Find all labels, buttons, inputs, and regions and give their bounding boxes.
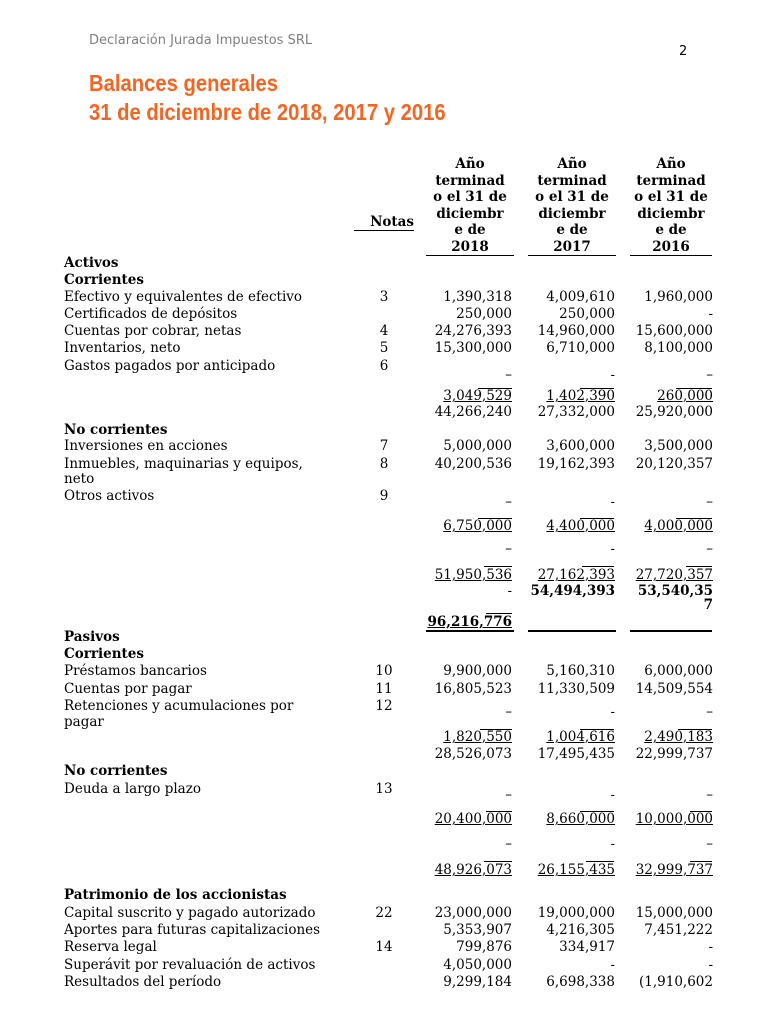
value-2018: 15,300,000: [434, 340, 512, 356]
column-header-line: terminad: [537, 172, 607, 189]
row-label: No corrientes: [64, 763, 168, 779]
value-2018: 24,276,393: [434, 323, 512, 339]
value-2016: –: [706, 367, 713, 383]
value-2016: 20,120,357: [635, 456, 713, 472]
value-2017: 11,330,509: [537, 681, 615, 697]
value-2018: –: [505, 367, 512, 383]
table-row: [0, 289, 768, 306]
value-2018: 5,000,000: [443, 438, 512, 454]
row-label: Reserva legal: [64, 939, 157, 955]
value-2018: 40,200,536: [434, 456, 512, 472]
section-heading: [0, 255, 768, 272]
subsection-heading: [0, 763, 768, 780]
row-label: neto: [64, 471, 95, 487]
table-row: [0, 939, 768, 956]
subsection-heading: [0, 646, 768, 663]
value-2016: 53,540,35: [637, 583, 713, 599]
value-2018: 9,299,184: [443, 974, 512, 990]
row-nota: 7: [379, 438, 389, 454]
value-2016: 10,000,000: [635, 811, 713, 827]
column-header-line: e de: [556, 222, 588, 238]
value-2016: 15,600,000: [635, 323, 713, 339]
value-2017: 6,710,000: [546, 340, 615, 356]
row-nota: 22: [375, 905, 393, 921]
value-2017: 17,495,435: [537, 746, 615, 762]
row-label: Corrientes: [64, 272, 144, 288]
value-2016: 3,500,000: [644, 438, 713, 454]
value-2018: 23,000,000: [434, 905, 512, 921]
document-title: Balances generales: [89, 70, 279, 96]
value-2018: –: [505, 836, 512, 852]
row-nota: 5: [379, 340, 389, 356]
value-2016: 2,490,183: [644, 729, 713, 745]
column-header-line: o el 31 de: [535, 189, 609, 205]
subsection-heading: [0, 422, 768, 439]
value-2017: -: [610, 367, 615, 383]
row-nota: 9: [379, 488, 389, 504]
value-2017: 3,600,000: [546, 438, 615, 454]
row-label: Certificados de depósitos: [64, 306, 238, 322]
value-2017: 19,162,393: [537, 456, 615, 472]
table-row: [0, 681, 768, 698]
value-2017: 250,000: [559, 306, 615, 322]
value-2018: 6,750,000: [443, 518, 512, 534]
column-header-year: 2018: [426, 239, 514, 257]
table-row-dashes: [0, 787, 768, 804]
value-2017: 14,960,000: [537, 323, 615, 339]
value-2016: 27,720,357: [635, 567, 713, 583]
table-row: [0, 340, 768, 357]
row-label: pagar: [64, 714, 104, 730]
subtotal-row: [0, 862, 768, 879]
value-2018: 250,000: [456, 306, 512, 322]
column-header-line: terminad: [636, 172, 706, 189]
value-2018: –: [505, 494, 512, 510]
value-2017: 1,402,390: [546, 388, 615, 404]
column-header-line: terminad: [435, 172, 505, 189]
value-2017: 334,917: [559, 939, 615, 955]
row-label: Inmuebles, maquinarias y equipos,: [64, 456, 303, 472]
column-header-2017: [528, 156, 616, 256]
value-2016: 8,100,000: [644, 340, 713, 356]
value-2017: 4,400,000: [546, 518, 615, 534]
value-2016: -: [708, 939, 713, 955]
value-2016: 260,000: [657, 388, 713, 404]
value-2018: 1,820,550: [443, 729, 512, 745]
page-number: 2: [679, 44, 688, 59]
value-2018: 51,950,536: [434, 567, 512, 583]
value-2017: 1,004,616: [546, 729, 615, 745]
table-row-continuation: [0, 471, 768, 488]
table-row: [0, 974, 768, 991]
row-label: Préstamos bancarios: [64, 663, 207, 679]
row-nota: 10: [375, 663, 393, 679]
value-2017: -: [610, 957, 615, 973]
row-nota: 6: [379, 358, 389, 374]
total-row-continuation: [0, 597, 768, 614]
value-2018: 4,050,000: [443, 957, 512, 973]
column-header-line: e de: [655, 222, 687, 238]
subtotal-row: [0, 388, 768, 405]
row-nota: 13: [375, 781, 393, 797]
table-row: [0, 957, 768, 974]
value-2018: 3,049,529: [443, 388, 512, 404]
row-nota: 3: [379, 289, 389, 305]
value-2016: 32,999,737: [635, 862, 713, 878]
row-label: Deuda a largo plazo: [64, 781, 201, 797]
table-row: [0, 922, 768, 939]
value-2018: 799,876: [456, 939, 512, 955]
row-label: Inversiones en acciones: [64, 438, 228, 454]
table-row-dashes: [0, 494, 768, 511]
total-assets-2018: 96,216,776: [427, 614, 512, 630]
section-heading: [0, 887, 768, 904]
table-row-dashes: [0, 367, 768, 384]
row-nota: 14: [375, 939, 393, 955]
subsection-heading: [0, 272, 768, 289]
value-2018: 9,900,000: [443, 663, 512, 679]
value-2016: 25,920,000: [635, 404, 713, 420]
column-header-line: e de: [454, 222, 486, 238]
value-2017: 4,009,610: [546, 289, 615, 305]
subtotal-row: [0, 518, 768, 535]
table-row: [0, 438, 768, 455]
row-label: No corrientes: [64, 422, 168, 438]
document-subtitle: 31 de diciembre de 2018, 2017 y 2016: [89, 99, 446, 125]
company-name: Declaración Jurada Impuestos SRL: [89, 33, 313, 48]
value-2018: –: [505, 787, 512, 803]
table-row: [0, 323, 768, 340]
row-label: Otros activos: [64, 488, 155, 504]
value-2018: 20,400,000: [434, 811, 512, 827]
row-nota: 12: [375, 698, 393, 714]
row-label: Patrimonio de los accionistas: [64, 887, 287, 903]
value-2016: –: [706, 787, 713, 803]
section-heading: [0, 629, 768, 646]
column-header-line: Año: [455, 156, 485, 172]
row-label: Superávit por revaluación de activos: [64, 957, 316, 973]
row-label: Resultados del período: [64, 974, 222, 990]
row-nota: 11: [375, 681, 393, 697]
value-2018: -: [507, 583, 512, 599]
value-2018: 44,266,240: [434, 404, 512, 420]
table-row-dashes: [0, 541, 768, 558]
row-label: Corrientes: [64, 646, 144, 662]
value-2017: 54,494,393: [530, 583, 615, 599]
column-header-line: Año: [656, 156, 686, 172]
row-nota: 8: [379, 456, 389, 472]
value-2018: 5,353,907: [443, 922, 512, 938]
value-2018: –: [505, 541, 512, 557]
value-2017: 5,160,310: [546, 663, 615, 679]
value-2017: 4,216,305: [546, 922, 615, 938]
value-2017: 26,155,435: [537, 862, 615, 878]
value-2016: 1,960,000: [644, 289, 713, 305]
value-2016: -: [708, 306, 713, 322]
value-2017: -: [610, 541, 615, 557]
value-2016: 22,999,737: [635, 746, 713, 762]
value-2017: 27,162,393: [537, 567, 615, 583]
value-2016: –: [706, 836, 713, 852]
table-row-dashes: [0, 836, 768, 853]
value-2017: -: [610, 704, 615, 720]
value-2018: –: [505, 704, 512, 720]
row-label: Gastos pagados por anticipado: [64, 358, 276, 374]
row-label: Retenciones y acumulaciones por: [64, 698, 294, 714]
column-header-2016: [630, 156, 712, 256]
column-header-line: diciembr: [436, 205, 504, 222]
value-2016: 14,509,554: [635, 681, 713, 697]
subtotal-row: [0, 729, 768, 746]
value-2017: 27,332,000: [537, 404, 615, 420]
column-header-line: diciembr: [637, 205, 705, 222]
row-label: Pasivos: [64, 629, 120, 645]
value-2017: 8,660,000: [546, 811, 615, 827]
value-2018: 48,926,073: [434, 862, 512, 878]
column-header-line: o el 31 de: [634, 189, 708, 205]
value-2017: 19,000,000: [537, 905, 615, 921]
row-nota: 4: [379, 323, 389, 339]
value-2016: –: [706, 704, 713, 720]
row-label: Aportes para futuras capitalizaciones: [64, 922, 321, 938]
table-row: [0, 905, 768, 922]
row-label: Cuentas por pagar: [64, 681, 192, 697]
value-2018: 16,805,523: [434, 681, 512, 697]
value-2016: 15,000,000: [635, 905, 713, 921]
subtotal-row: [0, 811, 768, 828]
value-2017: -: [610, 494, 615, 510]
row-label: Cuentas por cobrar, netas: [64, 323, 242, 339]
subtotal-row: [0, 567, 768, 584]
row-label: Capital suscrito y pagado autorizado: [64, 905, 316, 921]
value-2017: 6,698,338: [546, 974, 615, 990]
column-header-notas: Notas: [354, 214, 414, 231]
column-header-line: o el 31 de: [433, 189, 507, 205]
column-header-year: 2016: [630, 239, 712, 257]
value-2016: 4,000,000: [644, 518, 713, 534]
value-2016: –: [706, 494, 713, 510]
value-2018: 28,526,073: [434, 746, 512, 762]
value-2017: -: [610, 836, 615, 852]
column-header-line: diciembr: [538, 205, 606, 222]
value-2016: –: [706, 541, 713, 557]
column-header-2018: [426, 156, 514, 256]
value-2016: (1,910,602: [639, 974, 713, 990]
total-row: [0, 404, 768, 421]
row-label: Inventarios, neto: [64, 340, 181, 356]
value-2016: -: [708, 957, 713, 973]
total-row: [0, 746, 768, 763]
value-2016: 7,451,222: [644, 922, 713, 938]
value-2017: -: [610, 787, 615, 803]
column-header-year: 2017: [528, 239, 616, 257]
row-label: Efectivo y equivalentes de efectivo: [64, 289, 303, 305]
table-row: [0, 306, 768, 323]
column-header-line: Año: [557, 156, 587, 172]
value-2016: 6,000,000: [644, 663, 713, 679]
value-2018: 1,390,318: [443, 289, 512, 305]
row-label: Activos: [64, 255, 119, 271]
value-2016: 7: [703, 597, 713, 613]
table-row: [0, 663, 768, 680]
